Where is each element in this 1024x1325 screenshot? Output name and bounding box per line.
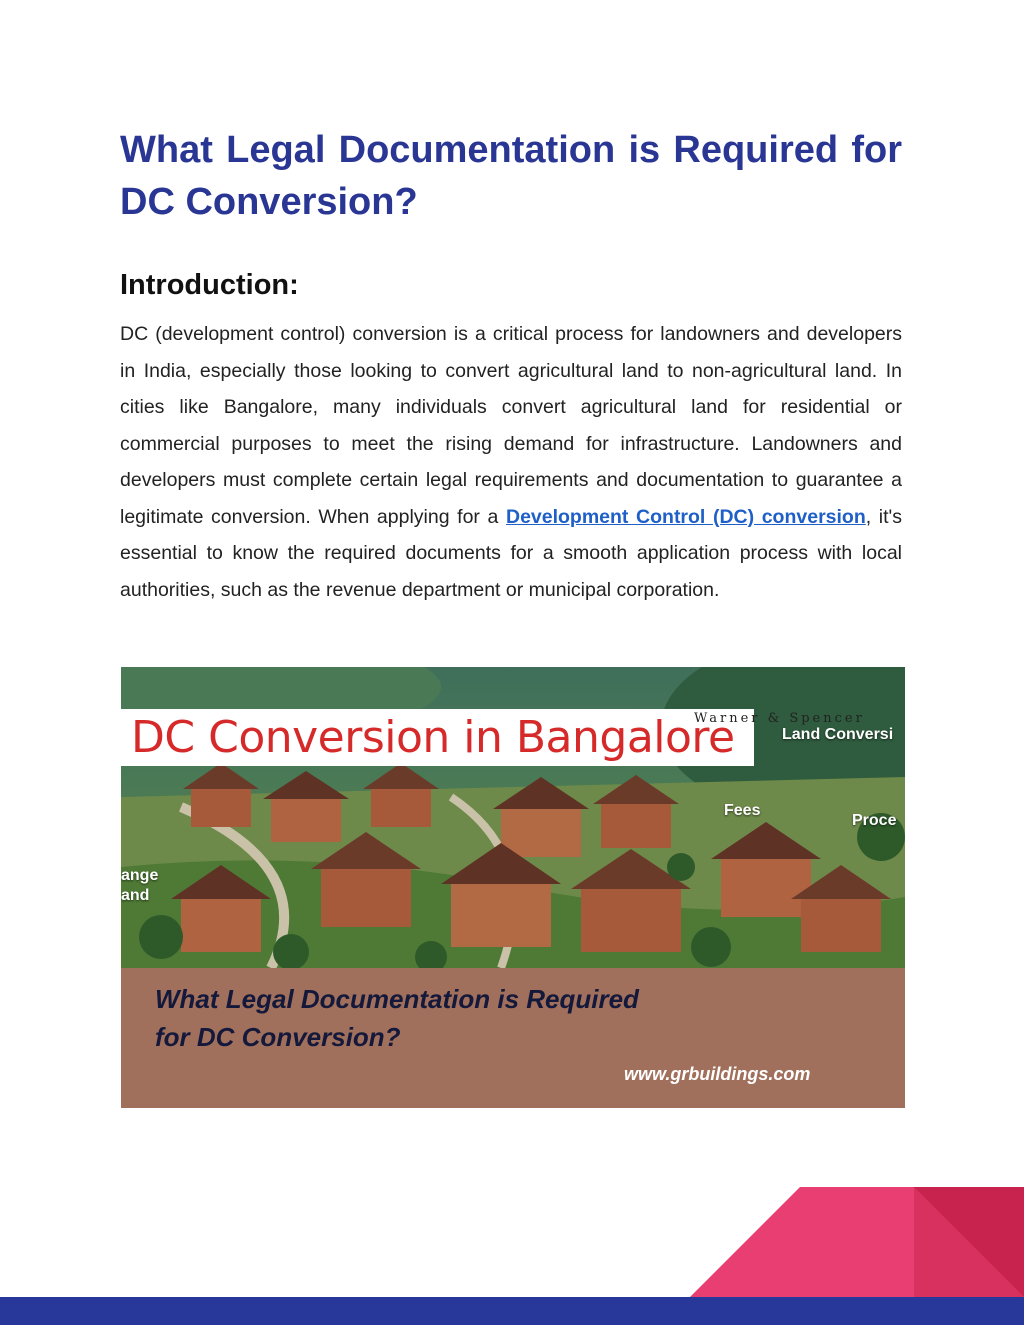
banner-caption [155,980,639,1056]
banner-caption-line2: for DC Conversion? [155,1022,401,1052]
banner-caption-line1: What Legal Documentation is Required [155,984,639,1014]
banner-label-land: and [121,887,150,904]
banner-caption-panel [121,968,905,1108]
section-heading-introduction: Introduction: [120,269,299,301]
intro-text-after-link: , it's essential to know the required documents for a smooth application process with local authorities, such as the revenue department or municipal corporation. [120,505,902,601]
banner-label-procedure: Proce [852,812,897,829]
banner-url: www.grbuildings.com [624,1064,811,1084]
banner-title: DC Conversion in Bangalore [131,712,735,763]
banner-title-box [121,709,754,766]
intro-paragraph [120,316,902,608]
corner-decoration [690,1185,1024,1297]
page-title: What Legal Documentation is Required for DC Conversion? [120,129,902,223]
banner-brand: Warner & Spencer [694,711,865,726]
banner-label-fees: Fees [724,802,761,819]
footer-bar [0,1297,1024,1325]
banner-label-land-conversion: Land Conversi [782,726,894,743]
intro-text-before-link: DC (development control) conversion is a critical process for landowners and developers in India, especially those looking to convert agricultural land to non-agricultural land. In cities like Bangalore, many individuals convert agricultural land for residential or commercial purposes to meet the rising demand for infrastructure. Landowners and developers must complete certain legal requirements and documentation to guarantee a legitimate conversion. When applying for a [120,323,902,528]
dc-conversion-link[interactable]: Development Control (DC) conversion [505,505,866,528]
banner-image [121,667,905,1108]
banner-label-change: ange [121,867,159,884]
